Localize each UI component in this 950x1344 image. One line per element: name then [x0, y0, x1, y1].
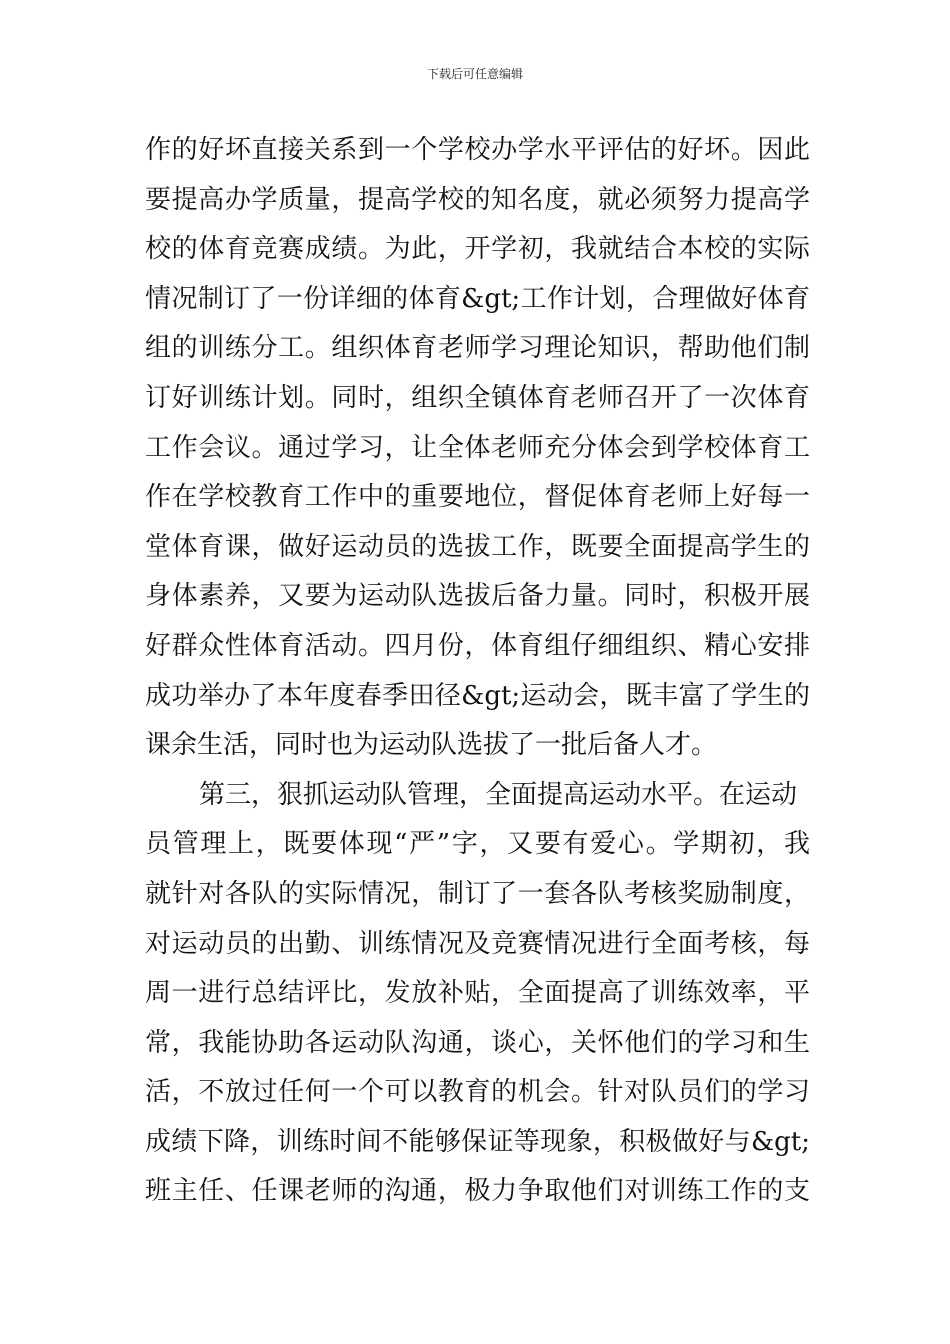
text-line: 员管理上，既要体现“严”字，又要有爱心。学期初，我 — [145, 829, 810, 860]
text-line: 周一进行总结评比，发放补贴，全面提高了训练效率，平 — [145, 978, 810, 1009]
text-line: 活，不放过任何一个可以教育的机会。针对队员们的学习 — [145, 1077, 810, 1108]
text-line: 订好训练计划。同时，组织全镇体育老师召开了一次体育 — [145, 382, 810, 413]
text-line: 成绩下降，训练时间不能够保证等现象，积极做好与&gt; — [145, 1126, 810, 1157]
text-line: 组的训练分工。组织体育老师学习理论知识，帮助他们制 — [145, 333, 810, 364]
text-line: 堂体育课，做好运动员的选拔工作，既要全面提高学生的 — [145, 531, 810, 562]
text-line: 成功举办了本年度春季田径&gt;运动会，既丰富了学生的 — [145, 680, 810, 711]
page-header: 下载后可任意编辑 — [426, 67, 523, 81]
text-line: 情况制订了一份详细的体育&gt;工作计划，合理做好体育 — [145, 283, 810, 314]
text-line: 要提高办学质量，提高学校的知名度，就必须努力提高学 — [145, 184, 810, 215]
text-line-paragraph-start: 第三，狠抓运动队管理，全面提高运动水平。在运动 — [199, 779, 798, 810]
text-line: 身体素养，又要为运动队选拔后备力量。同时，积极开展 — [145, 581, 810, 612]
text-line: 常，我能协助各运动队沟通，谈心，关怀他们的学习和生 — [145, 1027, 810, 1058]
text-line: 就针对各队的实际情况，制订了一套各队考核奖励制度， — [145, 878, 810, 909]
text-line-paragraph-end: 课余生活，同时也为运动队选拔了一批后备人才。 — [145, 730, 718, 761]
text-line: 作在学校教育工作中的重要地位，督促体育老师上好每一 — [145, 482, 810, 513]
text-line: 作的好坏直接关系到一个学校办学水平评估的好坏。因此 — [145, 135, 810, 165]
text-line: 班主任、任课老师的沟通，极力争取他们对训练工作的支 — [145, 1176, 810, 1207]
text-line: 好群众性体育活动。四月份，体育组仔细组织、精心安排 — [145, 630, 810, 661]
text-line: 对运动员的出勤、训练情况及竞赛情况进行全面考核，每 — [145, 928, 810, 959]
text-line: 校的体育竞赛成绩。为此，开学初，我就结合本校的实际 — [145, 234, 810, 265]
text-line: 工作会议。通过学习，让全体老师充分体会到学校体育工 — [145, 432, 810, 463]
document-body — [145, 126, 810, 1217]
